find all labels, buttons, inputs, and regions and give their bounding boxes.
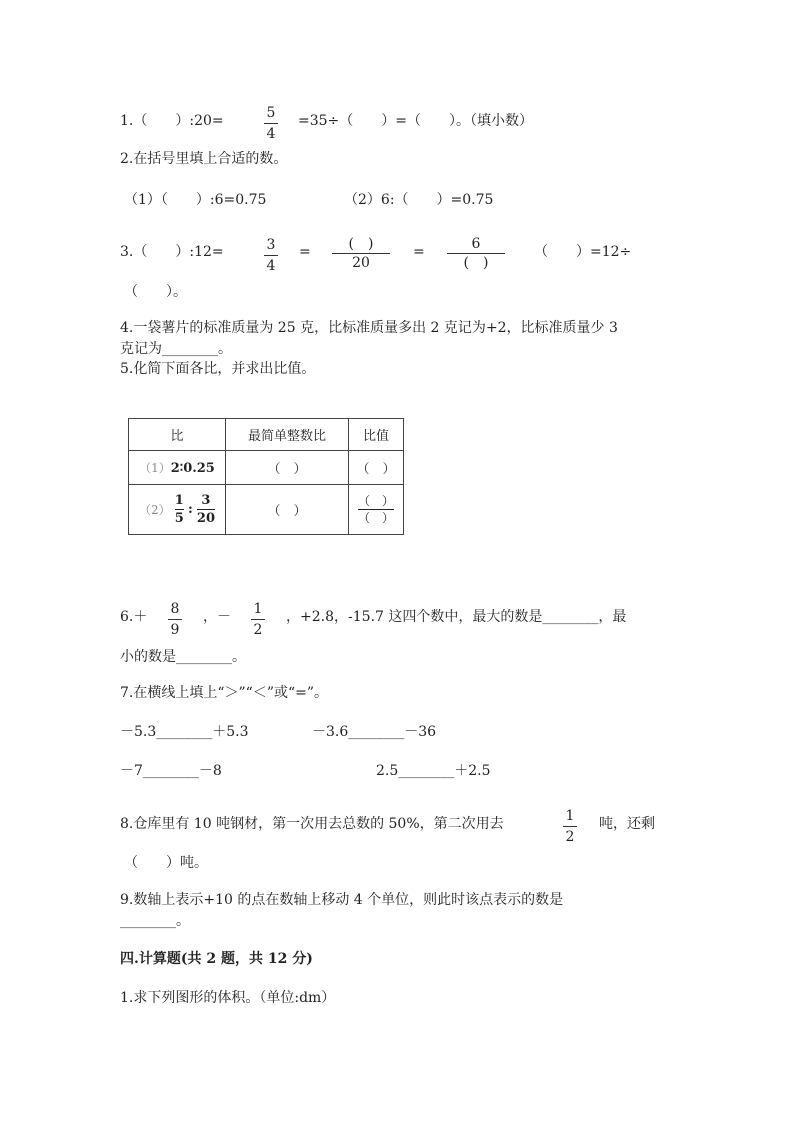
- q2-title: 2.在括号里填上合适的数。: [120, 151, 288, 167]
- q6-f2-num: 1: [253, 601, 263, 617]
- q3-f2-num: ( ): [348, 236, 374, 252]
- header-ratio: 比: [129, 419, 226, 451]
- q3-fraction-2: [332, 237, 390, 270]
- q3-f3-num: 6: [471, 236, 481, 252]
- q7-item-1: －5.3________＋5.3: [120, 724, 249, 740]
- q6-fraction-2: [251, 602, 265, 637]
- row2-value-frac: [358, 495, 394, 524]
- q3-text-c: （ ）。: [124, 284, 187, 300]
- row2-v-den: （ ）: [357, 511, 394, 525]
- row2-frac-2: [197, 494, 215, 525]
- q3-equals-2: =: [413, 244, 425, 260]
- q3-f1-num: 3: [266, 237, 276, 253]
- q3-f2-den: 20: [352, 255, 370, 271]
- ratio-table: [128, 418, 404, 535]
- q3-fraction-1: [264, 238, 278, 273]
- row1-value[interactable]: （ ）: [349, 451, 404, 485]
- row1-ratio: 2∶0.25: [170, 461, 215, 476]
- q8-text-a: 8.仓库里有 10 吨钢材，第一次用去总数的 50%，第二次用去: [120, 816, 504, 832]
- q8-fraction: [563, 809, 577, 844]
- q1-text-a: 1.（ ）:20=: [120, 113, 224, 129]
- q8-text-c: （ ）吨。: [124, 855, 208, 871]
- q1-frac-num: 5: [266, 105, 276, 121]
- row2-f1-den: 5: [174, 511, 184, 526]
- section-4-title: 四.计算题(共 2 题，共 12 分): [120, 951, 313, 967]
- row2-label: （2）: [138, 503, 171, 517]
- q7-title: 7.在横线上填上“＞”“＜”或“=”。: [120, 685, 329, 701]
- q8-f-num: 1: [565, 808, 575, 824]
- header-simplest: 最简单整数比: [226, 419, 349, 451]
- q3-fraction-3: [447, 237, 505, 270]
- q6-text-a: 6.＋: [120, 609, 148, 625]
- q4-line-1: 4.一袋薯片的标准质量为 25 克，比标准质量多出 2 克记为+2，比标准质量少 3: [120, 320, 618, 336]
- q2-part2: （2）6:（ ）=0.75: [344, 192, 494, 208]
- section-4-q1: 1.求下列图形的体积。（单位:dm）: [120, 990, 336, 1006]
- q2-part1: （1）（ ）:6=0.75: [124, 192, 267, 208]
- q4-line-2: 克记为________。: [120, 341, 232, 357]
- row2-v-num: （ ）: [357, 494, 394, 508]
- q1-text-b: =35÷（ ）=（ ）。（填小数）: [298, 113, 534, 129]
- row2-value-cell[interactable]: [349, 485, 404, 535]
- q3-text-b: （ ）=12÷: [534, 244, 632, 260]
- q3-f1-den: 4: [266, 258, 276, 274]
- row1-label: （1）: [139, 461, 171, 475]
- row2-f2-den: 20: [196, 511, 215, 526]
- q8-text-b: 吨，还剩: [599, 816, 655, 832]
- row1-ratio-cell: [129, 451, 226, 485]
- q6-f1-den: 9: [170, 622, 180, 638]
- q7-item-3: －7________－8: [120, 763, 222, 779]
- q3-f3-den: ( ): [463, 255, 489, 271]
- row2-ratio-cell: [129, 485, 226, 535]
- q3-equals-1: =: [299, 244, 311, 260]
- q6-text-c: ，+2.8，-15.7 这四个数中，最大的数是________，最: [286, 609, 627, 625]
- header-value: 比值: [349, 419, 404, 451]
- row2-f1-num: 1: [174, 493, 184, 508]
- q7-item-2: －3.6________－36: [312, 724, 437, 740]
- q6-text-b: ，－: [203, 609, 231, 625]
- table-row: [129, 451, 404, 485]
- q6-text-d: 小的数是________。: [120, 649, 246, 665]
- q9-line-2: ________。: [120, 913, 190, 929]
- q6-f1-num: 8: [170, 601, 180, 617]
- q6-fraction-1: [168, 602, 182, 637]
- q8-f-den: 2: [565, 829, 575, 845]
- q6-f2-den: 2: [253, 622, 263, 638]
- row1-simplest[interactable]: （ ）: [226, 451, 349, 485]
- row2-simplest[interactable]: （ ）: [226, 485, 349, 535]
- table-row: [129, 485, 404, 535]
- q1-frac-den: 4: [266, 126, 276, 142]
- q9-line-1: 9.数轴上表示+10 的点在数轴上移动 4 个单位，则此时该点表示的数是: [120, 892, 564, 908]
- q3-text-a: 3.（ ）:12=: [120, 244, 224, 260]
- q1-fraction: [264, 106, 278, 141]
- q7-item-4: 2.5________＋2.5: [376, 763, 491, 779]
- q5-title: 5.化简下面各比，并求出比值。: [120, 361, 316, 377]
- row2-frac-1: [175, 494, 184, 525]
- row2-f2-num: 3: [201, 493, 211, 508]
- row2-sep: :: [187, 502, 193, 517]
